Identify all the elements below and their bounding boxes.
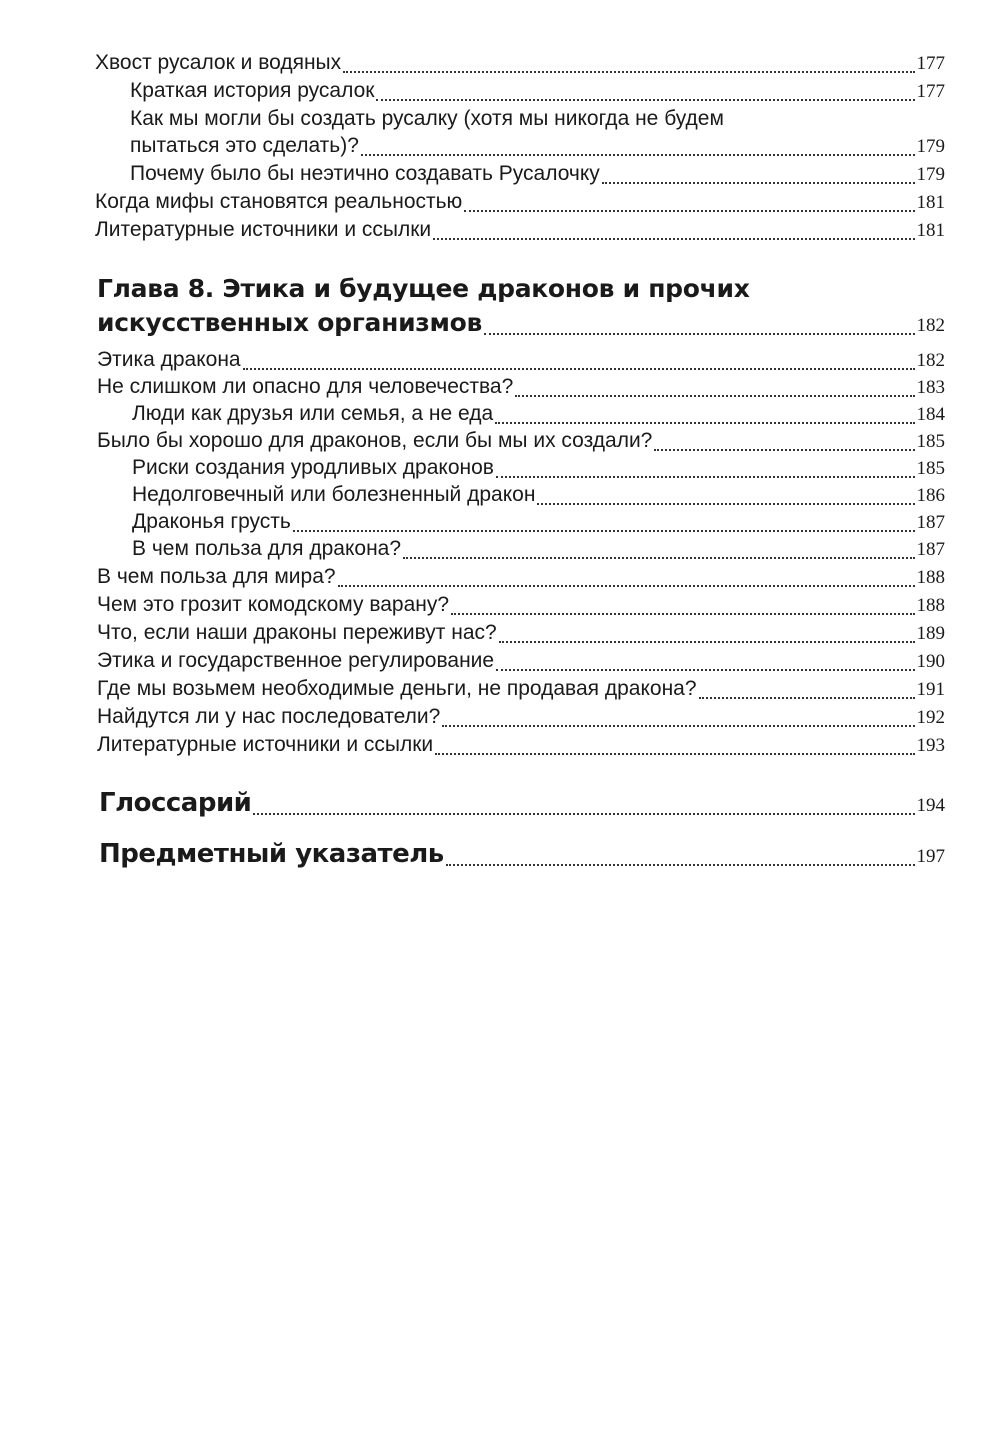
dot-leader — [442, 711, 914, 731]
dot-leader — [496, 655, 914, 675]
toc-entry-page: 177 — [916, 81, 945, 102]
toc-entry — [95, 50, 945, 77]
toc-entry-page: 184 — [916, 404, 945, 425]
toc-subentry — [130, 78, 945, 105]
toc-entry — [97, 347, 945, 374]
dot-leader — [446, 850, 915, 870]
toc-subentry — [132, 509, 945, 536]
chapter-heading-line1: Глава 8. Этика и будущее драконов и прочих — [97, 274, 750, 303]
toc-entry-title: Хвост русалок и водяных — [95, 51, 342, 74]
dot-leader — [253, 799, 914, 819]
dot-leader — [495, 408, 914, 428]
toc-entry-title: Люди как друзья или семья, а не еда — [132, 402, 494, 425]
toc-subentry — [132, 482, 945, 509]
toc-entry-page: 185 — [916, 431, 945, 452]
toc-entry — [97, 374, 945, 401]
dot-leader — [338, 571, 915, 591]
toc-entry-title: Литературные источники и ссылки — [95, 218, 432, 241]
toc-entry-title: Краткая история русалок — [130, 79, 375, 102]
toc-subentry — [132, 536, 945, 563]
toc-entry-title: Глоссарий — [99, 788, 252, 818]
toc-entry-title: Чем это грозит комодскому варану? — [97, 593, 450, 616]
toc-entry — [97, 620, 945, 647]
toc-entry-page: 183 — [916, 377, 945, 398]
toc-entry-page: 189 — [916, 623, 945, 644]
toc-entry — [97, 732, 945, 759]
toc-entry — [97, 564, 945, 591]
toc-entry-page: 190 — [916, 651, 945, 672]
toc-index — [99, 841, 945, 870]
toc-entry-page: 187 — [916, 512, 945, 533]
toc-entry-page: 179 — [916, 136, 945, 157]
toc-entry-page: 192 — [916, 707, 945, 728]
chapter-title: искусственных организмов — [97, 308, 483, 337]
toc-entry-title: пытаться это сделать)? — [130, 134, 359, 157]
toc-entry — [97, 592, 945, 619]
dot-leader — [433, 224, 914, 244]
toc-entry — [95, 189, 945, 216]
toc-entry-page: 186 — [916, 485, 945, 506]
toc-entry-title: Риски создания уродливых драконов — [132, 456, 494, 479]
toc-subentry — [130, 133, 945, 160]
toc-entry-title: Этика дракона — [97, 348, 241, 371]
toc-entry-page: 188 — [916, 567, 945, 588]
toc-subentry — [130, 161, 945, 188]
toc-entry-title: Было бы хорошо для драконов, если бы мы их создали? — [97, 429, 653, 452]
toc-entry-page: 177 — [916, 53, 945, 74]
dot-leader — [496, 462, 915, 482]
dot-leader — [343, 57, 914, 77]
toc-subentry — [132, 401, 945, 428]
chapter-page: 182 — [916, 315, 945, 336]
dot-leader — [499, 627, 915, 647]
dot-leader — [654, 435, 914, 455]
toc-entry-page: 188 — [916, 595, 945, 616]
toc-entry-page: 181 — [916, 220, 945, 241]
toc-entry — [97, 428, 945, 455]
dot-leader — [293, 516, 915, 536]
chapter-heading — [97, 310, 945, 339]
dot-leader — [537, 489, 914, 509]
toc-entry-title: Недолговечный или болезненный дракон — [132, 483, 536, 506]
dot-leader — [361, 140, 915, 160]
toc-entry-title: Где мы возьмем необходимые деньги, не продавая дракона? — [97, 677, 697, 700]
toc-entry-title: Когда мифы становятся реальностью — [95, 190, 463, 213]
toc-entry — [97, 648, 945, 675]
toc-entry-page: 197 — [916, 846, 945, 867]
toc-entry-page: 191 — [916, 679, 945, 700]
toc-entry — [97, 676, 945, 703]
toc-entry-page: 179 — [916, 164, 945, 185]
toc-subentry-title-line1: Как мы могли бы создать русалку (хотя мы никогда не будем — [130, 107, 724, 130]
toc-entry-page: 194 — [916, 795, 945, 816]
toc-entry-page: 182 — [916, 350, 945, 371]
toc-entry-title: Литературные источники и ссылки — [97, 733, 434, 756]
dot-leader — [602, 168, 915, 188]
toc-entry-page: 181 — [916, 192, 945, 213]
toc-entry — [97, 704, 945, 731]
toc-subentry — [132, 455, 945, 482]
dot-leader — [243, 354, 915, 374]
toc-entry-title: Почему было бы неэтично создавать Русалочку — [130, 162, 600, 185]
dot-leader — [484, 319, 914, 339]
toc-entry-title: Драконья грусть — [132, 510, 291, 533]
toc-entry-title: Найдутся ли у нас последователи? — [97, 705, 441, 728]
toc-entry-title: Не слишком ли опасно для человечества? — [97, 375, 514, 398]
dot-leader — [451, 599, 914, 619]
toc-entry-page: 185 — [916, 458, 945, 479]
toc-entry-title: В чем польза для дракона? — [132, 537, 402, 560]
toc-entry-page: 193 — [916, 735, 945, 756]
dot-leader — [464, 196, 914, 216]
toc-entry-title: Предметный указатель — [99, 839, 444, 869]
dot-leader — [376, 85, 914, 105]
toc-entry-title: Что, если наши драконы переживут нас? — [97, 621, 497, 644]
dot-leader — [403, 543, 914, 563]
toc-entry-title: Этика и государственное регулирование — [97, 649, 495, 672]
toc-entry — [95, 217, 945, 244]
toc-glossary — [99, 790, 945, 819]
dot-leader — [435, 739, 914, 759]
toc-entry-page: 187 — [916, 539, 945, 560]
dot-leader — [699, 683, 915, 703]
dot-leader — [515, 381, 914, 401]
toc-entry-title: В чем польза для мира? — [97, 565, 336, 588]
